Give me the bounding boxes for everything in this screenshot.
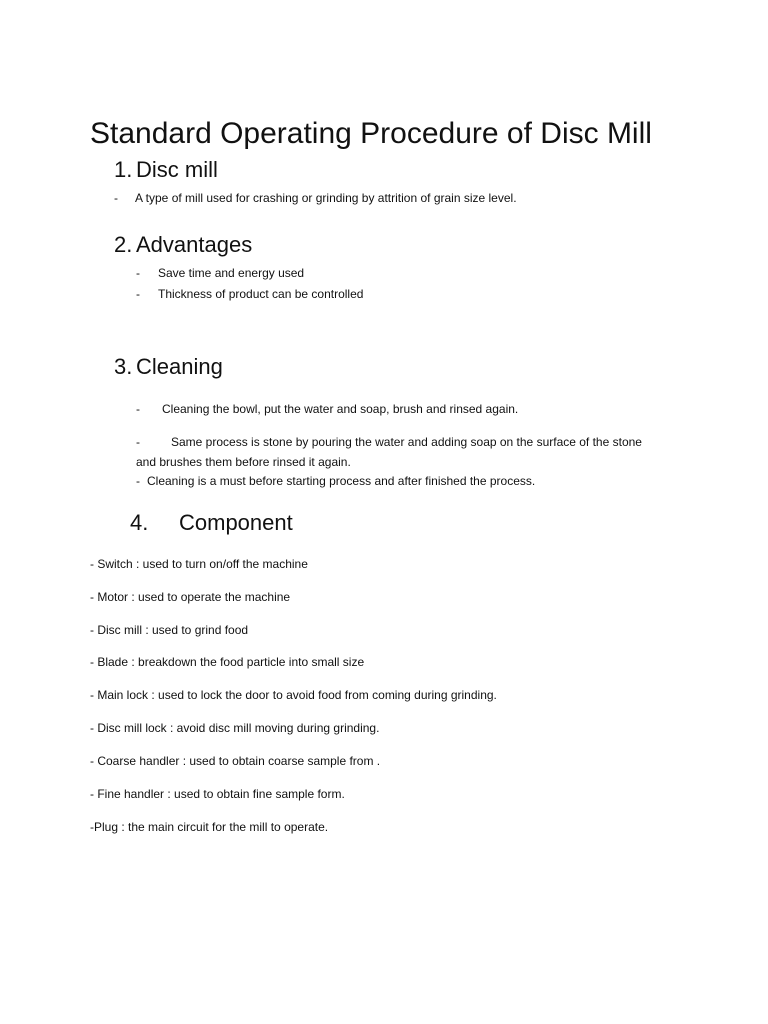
section-number: 3. — [114, 354, 133, 379]
section-heading-advantages — [114, 231, 252, 259]
section-number: 4. — [130, 510, 149, 535]
component-item: - Disc mill : used to grind food — [90, 623, 249, 637]
list-item-text: A type of mill used for crashing or grinding by attrition of grain size level. — [135, 191, 517, 205]
component-item: - Disc mill lock : avoid disc mill moving during grinding. — [90, 721, 380, 735]
list-item-text: Same process is stone by pouring the water and adding soap on the surface of the stone — [171, 435, 642, 449]
list-item-text: Cleaning is a must before starting process and after finished the process. — [147, 474, 536, 488]
section-heading-cleaning — [114, 353, 223, 381]
list-item — [136, 401, 518, 417]
bullet-dash: - — [136, 402, 140, 416]
list-item-text: Save time and energy used — [158, 266, 305, 280]
list-item-text: and brushes them before rinsed it again. — [136, 455, 351, 469]
bullet-dash: - — [136, 266, 140, 280]
list-item — [136, 473, 535, 489]
list-item-text: Cleaning the bowl, put the water and soap, brush and rinsed again. — [162, 402, 519, 416]
section-heading-component — [130, 509, 293, 537]
component-item: - Coarse handler : used to obtain coarse sample from . — [90, 754, 381, 768]
section-number: 1. — [114, 157, 133, 182]
section-title: Component — [179, 510, 293, 535]
bullet-dash: - — [136, 474, 140, 488]
page-title: Standard Operating Procedure of Disc Mill — [90, 117, 652, 151]
component-item: - Fine handler : used to obtain fine sample form. — [90, 787, 345, 801]
list-item-text: Thickness of product can be controlled — [158, 287, 364, 301]
list-item — [114, 190, 517, 206]
bullet-dash: - — [136, 435, 140, 449]
section-number: 2. — [114, 232, 133, 257]
list-item-continuation — [136, 454, 351, 470]
component-item: -Plug : the main circuit for the mill to operate. — [90, 820, 329, 834]
section-title: Cleaning — [136, 354, 223, 379]
component-item: - Motor : used to operate the machine — [90, 590, 291, 604]
list-item — [136, 265, 304, 281]
bullet-dash: - — [136, 287, 140, 301]
component-item: - Switch : used to turn on/off the machine — [90, 557, 308, 571]
list-item — [136, 286, 363, 302]
component-item: - Blade : breakdown the food particle into small size — [90, 655, 365, 669]
list-item — [136, 434, 642, 450]
component-item: - Main lock : used to lock the door to avoid food from coming during grinding. — [90, 688, 497, 702]
bullet-dash: - — [114, 191, 118, 205]
section-title: Advantages — [136, 232, 253, 257]
section-heading-disc-mill — [114, 156, 218, 184]
section-title: Disc mill — [136, 157, 218, 182]
